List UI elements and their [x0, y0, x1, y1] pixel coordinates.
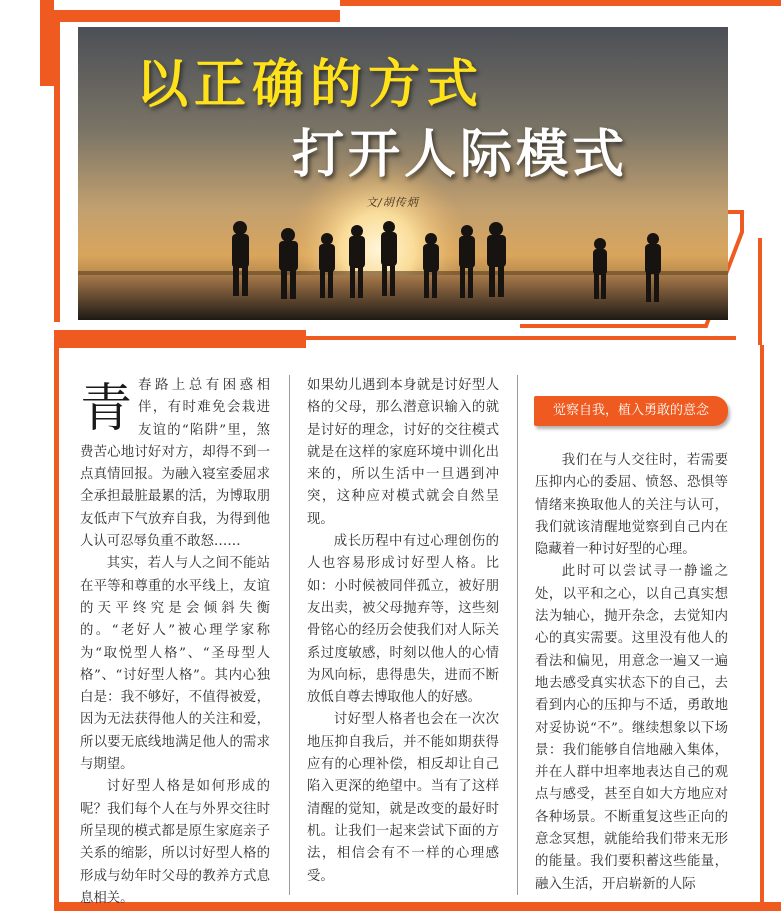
author-byline: 文/胡传炳: [366, 196, 419, 209]
paragraph: 如果幼儿遇到本身就是讨好型人格的父母，那么潜意识输入的就是讨好的理念，讨好的交往模式就是在这样的家庭环境中训化出来的，所以生活中一旦遇到冲突，这种应对模式就会自然呈现。: [307, 378, 499, 527]
paragraph: 成长历程中有过心理创伤的人也容易形成讨好型人格。比如：小时候被同伴孤立，被好朋友出卖，被父母抛弃等，这些刻骨铭心的经历会使我们对人际关系过度敏感，时刻以他人的心情为风向标，患得患失，进而不断放低自尊去博取他人的好感。: [307, 534, 499, 706]
column-divider: [289, 375, 290, 895]
paragraph: 我们在与人交往时，若需要压抑内心的委屈、愤怒、恐惧等情绪来换取他人的关注与认可，我们就该清醒地觉察到自己内在隐藏着一种讨好型的心理。: [535, 453, 728, 558]
article-column-1: [80, 375, 270, 910]
paragraph: 其实，若人与人之间不能站在平等和尊重的水平线上，友谊的天平终究是会倾斜失衡的。“老好人”被心理学家称为“取悦型人格”、“圣母型人格”、“讨好型人格”。其内心独白是：我不够好，不值得被爱，因为无法获得他人的关注和爱，所以要无底线地满足他人的需求与期望。: [80, 556, 270, 773]
column-divider: [517, 375, 518, 895]
headline-line-1: 以正确的方式: [136, 55, 485, 115]
frame-left-vertical: [54, 22, 60, 322]
paragraph: 此时可以尝试寻一静谧之处，以平和之心，以自己真实想法为轴心，抛开杂念，去觉知内心的真实需要。这里没有他人的看法和偏见，用意念一遍又一遍地去感受真实状态下的自己，去看到内心的压抑与不适，勇敢地对妥协说“不”。继续想象以下场景：我们能够自信地融入集体，并在人群中坦率地表达自己的观点与感受，甚至自如大方地应对各种场景。不断重复这些正向的意念冥想，就能给我们带来无形的能量。我们要积蓄这些能量，融入生活，开启崭新的人际: [535, 564, 728, 892]
drop-cap: 青: [80, 379, 133, 439]
frame-middle-thin-bar: [306, 336, 736, 340]
frame-top-left-horizontal: [40, 10, 340, 22]
article-column-2: [307, 375, 499, 888]
paragraph: 青春路上总有困惑相伴，有时难免会栽进友谊的“陷阱”里，煞费苦心地讨好对方，却得不到一点真情回报。为融入寝室委屈求全承担最脏最累的活，为博取朋友低声下气放弃自我，为得到他人认可忍辱负重不敢怒……: [80, 378, 270, 550]
paragraph: 讨好型人格者也会在一次次地压抑自我后，并不能如期获得应有的心理补偿，相反却让自己陷入更深的绝望中。当有了这样清醒的觉知，就是改变的最好时机。让我们一起来尝试下面的方法，相信会有不一样的心理感受。: [307, 712, 499, 884]
frame-top-bar: [340, 0, 781, 6]
frame-middle-bar: [54, 330, 306, 348]
article-column-3: [535, 450, 728, 896]
paragraph: 讨好型人格是如何形成的呢？我们每个人在与外界交往时所呈现的模式都是原生家庭亲子关系的缩影，所以讨好型人格的形成与幼年时父母的教养方式息息相关。: [80, 779, 270, 906]
section-heading-badge: 觉察自我，植入勇敢的意念: [534, 396, 728, 426]
headline-line-2: 打开人际模式: [292, 125, 629, 185]
frame-right-vertical: [760, 345, 764, 911]
frame-left-lower-vertical: [54, 348, 59, 911]
